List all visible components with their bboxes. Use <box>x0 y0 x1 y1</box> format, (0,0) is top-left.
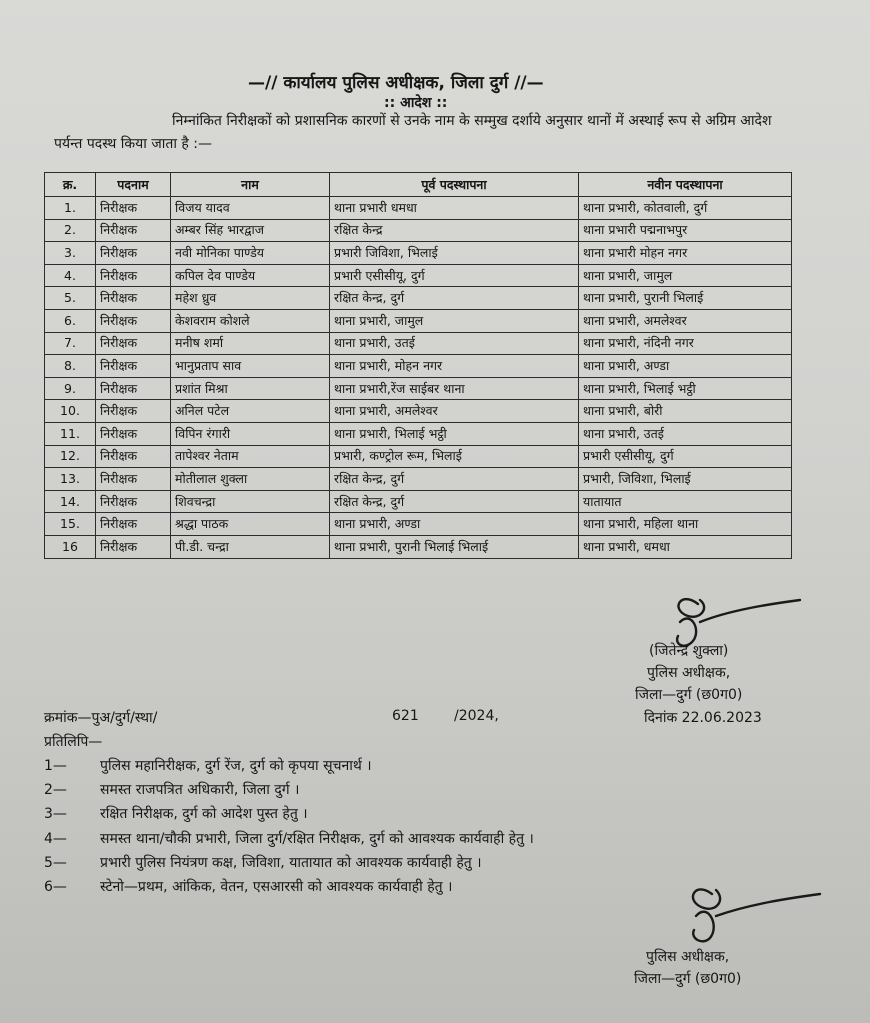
table-row <box>45 287 792 310</box>
cell-name: महेश ध्रुव <box>171 287 330 310</box>
table-row <box>45 445 792 468</box>
cell-previous-posting: थाना प्रभारी, पुरानी भिलाई भिलाई <box>330 535 579 558</box>
copy-item-number: 2— <box>44 782 67 798</box>
cell-new-posting: थाना प्रभारी, नंदिनी नगर <box>579 332 792 355</box>
table-row <box>45 355 792 378</box>
signatory-block-2 <box>634 946 742 990</box>
table-row <box>45 400 792 423</box>
cell-new-posting: थाना प्रभारी, उतई <box>579 422 792 445</box>
cell-name: प्रशांत मिश्रा <box>171 377 330 400</box>
cell-designation: निरीक्षक <box>96 219 171 242</box>
cell-serial: 2. <box>45 219 96 242</box>
cell-serial: 1. <box>45 197 96 220</box>
cell-previous-posting: रक्षित केन्द्र <box>330 219 579 242</box>
header-designation: पदनाम <box>96 173 171 197</box>
cell-serial: 7. <box>45 332 96 355</box>
cell-designation: निरीक्षक <box>96 309 171 332</box>
cell-serial: 10. <box>45 400 96 423</box>
cell-new-posting: थाना प्रभारी, अमलेश्वर <box>579 309 792 332</box>
cell-serial: 14. <box>45 490 96 513</box>
table-row <box>45 242 792 265</box>
cell-name: श्रद्धा पाठक <box>171 513 330 536</box>
cell-previous-posting: प्रभारी, कण्ट्रोल रूम, भिलाई <box>330 445 579 468</box>
reference-date: दिनांक 22.06.2023 <box>644 710 762 726</box>
cell-new-posting: थाना प्रभारी, भिलाई भट्ठी <box>579 377 792 400</box>
cell-previous-posting: प्रभारी एसीसीयू, दुर्ग <box>330 264 579 287</box>
table-header-row <box>45 173 792 197</box>
header-previous-posting: पूर्व पदस्थापना <box>330 173 579 197</box>
header-name: नाम <box>171 173 330 197</box>
cell-designation: निरीक्षक <box>96 535 171 558</box>
cell-previous-posting: थाना प्रभारी धमधा <box>330 197 579 220</box>
cell-previous-posting: थाना प्रभारी, मोहन नगर <box>330 355 579 378</box>
cell-serial: 4. <box>45 264 96 287</box>
cell-name: मनीष शर्मा <box>171 332 330 355</box>
cell-previous-posting: थाना प्रभारी, भिलाई भट्ठी <box>330 422 579 445</box>
copy-item-number: 3— <box>44 806 67 822</box>
copy-item <box>44 829 534 848</box>
cell-designation: निरीक्षक <box>96 287 171 310</box>
cell-previous-posting: प्रभारी जिविशा, भिलाई <box>330 242 579 265</box>
reference-year: /2024, <box>454 708 499 724</box>
cell-name: मोतीलाल शुक्ला <box>171 468 330 491</box>
copy-item-number: 5— <box>44 855 67 871</box>
header-serial: क्र. <box>45 173 96 197</box>
cell-serial: 8. <box>45 355 96 378</box>
table-row <box>45 468 792 491</box>
cell-serial: 6. <box>45 309 96 332</box>
table-row <box>45 377 792 400</box>
cell-designation: निरीक्षक <box>96 422 171 445</box>
cell-serial: 11. <box>45 422 96 445</box>
table-row <box>45 422 792 445</box>
cell-serial: 13. <box>45 468 96 491</box>
copy-item-text: समस्त थाना/चौकी प्रभारी, जिला दुर्ग/रक्षित निरीक्षक, दुर्ग को आवश्यक कार्यवाही हेतु । <box>100 831 534 847</box>
table-row <box>45 264 792 287</box>
cell-designation: निरीक्षक <box>96 490 171 513</box>
cell-previous-posting: थाना प्रभारी, उतई <box>330 332 579 355</box>
cell-previous-posting: थाना प्रभारी,रेंज साईबर थाना <box>330 377 579 400</box>
cell-serial: 3. <box>45 242 96 265</box>
table-row <box>45 219 792 242</box>
cell-new-posting: प्रभारी एसीसीयू, दुर्ग <box>579 445 792 468</box>
cell-previous-posting: रक्षित केन्द्र, दुर्ग <box>330 287 579 310</box>
cell-designation: निरीक्षक <box>96 400 171 423</box>
order-intro-text: निम्नांकित निरीक्षकों को प्रशासनिक कारणों से उनके नाम के सम्मुख दर्शाये अनुसार थानों में अस्थाई रूप से अग्रिम आदेश पर्यन्त पदस्थ किया जाता है :— <box>54 113 772 152</box>
cell-designation: निरीक्षक <box>96 445 171 468</box>
cell-name: अम्बर सिंह भारद्वाज <box>171 219 330 242</box>
copy-item <box>44 877 452 896</box>
cell-previous-posting: रक्षित केन्द्र, दुर्ग <box>330 468 579 491</box>
cell-designation: निरीक्षक <box>96 468 171 491</box>
cell-designation: निरीक्षक <box>96 377 171 400</box>
signatory-place: जिला—दुर्ग (छ0ग0) <box>635 687 743 703</box>
cell-previous-posting: थाना प्रभारी, जामुल <box>330 309 579 332</box>
cell-designation: निरीक्षक <box>96 355 171 378</box>
copy-item <box>44 853 482 872</box>
signatory-place-2: जिला—दुर्ग (छ0ग0) <box>634 971 742 987</box>
cell-new-posting: थाना प्रभारी, धमधा <box>579 535 792 558</box>
cell-previous-posting: थाना प्रभारी, अण्डा <box>330 513 579 536</box>
cell-new-posting: थाना प्रभारी पद्मनाभपुर <box>579 219 792 242</box>
copy-item <box>44 780 299 799</box>
signatory-title: पुलिस अधीक्षक, <box>647 665 731 681</box>
cell-previous-posting: थाना प्रभारी, अमलेश्वर <box>330 400 579 423</box>
table-row <box>45 490 792 513</box>
cell-name: तापेश्वर नेताम <box>171 445 330 468</box>
cell-name: विपिन रंगारी <box>171 422 330 445</box>
cell-name: नवी मोनिका पाण्डेय <box>171 242 330 265</box>
signatory-title-2: पुलिस अधीक्षक, <box>646 949 730 965</box>
cell-new-posting: थाना प्रभारी, पुरानी भिलाई <box>579 287 792 310</box>
copy-item-text: स्टेनो—प्रथम, आंकिक, वेतन, एसआरसी को आवश्यक कार्यवाही हेतु । <box>100 879 453 895</box>
copy-item-text: समस्त राजपत्रित अधिकारी, जिला दुर्ग । <box>100 782 300 798</box>
cell-serial: 5. <box>45 287 96 310</box>
cell-serial: 12. <box>45 445 96 468</box>
cell-name: पी.डी. चन्द्रा <box>171 535 330 558</box>
cell-new-posting: थाना प्रभारी, कोतवाली, दुर्ग <box>579 197 792 220</box>
table-row <box>45 332 792 355</box>
table-row <box>45 309 792 332</box>
cell-serial: 15. <box>45 513 96 536</box>
cell-designation: निरीक्षक <box>96 242 171 265</box>
cell-designation: निरीक्षक <box>96 264 171 287</box>
signatory-name: (जितेन्द्र शुक्ला) <box>649 643 729 659</box>
reference-serial: 621 <box>392 708 419 724</box>
cell-new-posting: यातायात <box>579 490 792 513</box>
table-row <box>45 197 792 220</box>
cell-new-posting: थाना प्रभारी, जामुल <box>579 264 792 287</box>
cell-name: विजय यादव <box>171 197 330 220</box>
cell-name: अनिल पटेल <box>171 400 330 423</box>
copy-item <box>44 804 308 823</box>
cell-designation: निरीक्षक <box>96 197 171 220</box>
copy-item-number: 4— <box>44 831 67 847</box>
copy-item <box>44 756 372 775</box>
cell-name: केशवराम कोशले <box>171 309 330 332</box>
signature-2 <box>660 872 830 952</box>
cell-serial: 16 <box>45 535 96 558</box>
copy-item-text: रक्षित निरीक्षक, दुर्ग को आदेश पुस्त हेतु । <box>100 806 308 822</box>
posting-table <box>44 172 792 559</box>
copy-item-number: 1— <box>44 758 67 774</box>
reference-number: क्रमांक—पुअ/दुर्ग/स्था/ <box>44 710 158 726</box>
cell-previous-posting: रक्षित केन्द्र, दुर्ग <box>330 490 579 513</box>
signatory-block <box>635 640 743 706</box>
cell-name: भानुप्रताप साव <box>171 355 330 378</box>
header-new-posting: नवीन पदस्थापना <box>579 173 792 197</box>
table-row <box>45 535 792 558</box>
office-heading: —// कार्यालय पुलिस अधीक्षक, जिला दुर्ग //— <box>248 73 544 93</box>
cell-new-posting: थाना प्रभारी, बोरी <box>579 400 792 423</box>
cell-new-posting: थाना प्रभारी मोहन नगर <box>579 242 792 265</box>
cell-designation: निरीक्षक <box>96 332 171 355</box>
copy-label: प्रतिलिपि— <box>44 734 103 750</box>
cell-serial: 9. <box>45 377 96 400</box>
order-heading: :: आदेश :: <box>384 95 448 111</box>
cell-designation: निरीक्षक <box>96 513 171 536</box>
copy-item-text: प्रभारी पुलिस नियंत्रण कक्ष, जिविशा, यातायात को आवश्यक कार्यवाही हेतु । <box>100 855 482 871</box>
cell-name: शिवचन्द्रा <box>171 490 330 513</box>
cell-new-posting: थाना प्रभारी, महिला थाना <box>579 513 792 536</box>
copy-item-number: 6— <box>44 879 67 895</box>
reference-line <box>44 708 784 728</box>
cell-name: कपिल देव पाण्डेय <box>171 264 330 287</box>
cell-new-posting: थाना प्रभारी, अण्डा <box>579 355 792 378</box>
table-row <box>45 513 792 536</box>
cell-new-posting: प्रभारी, जिविशा, भिलाई <box>579 468 792 491</box>
copy-item-text: पुलिस महानिरीक्षक, दुर्ग रेंज, दुर्ग को कृपया सूचनार्थ । <box>100 758 372 774</box>
